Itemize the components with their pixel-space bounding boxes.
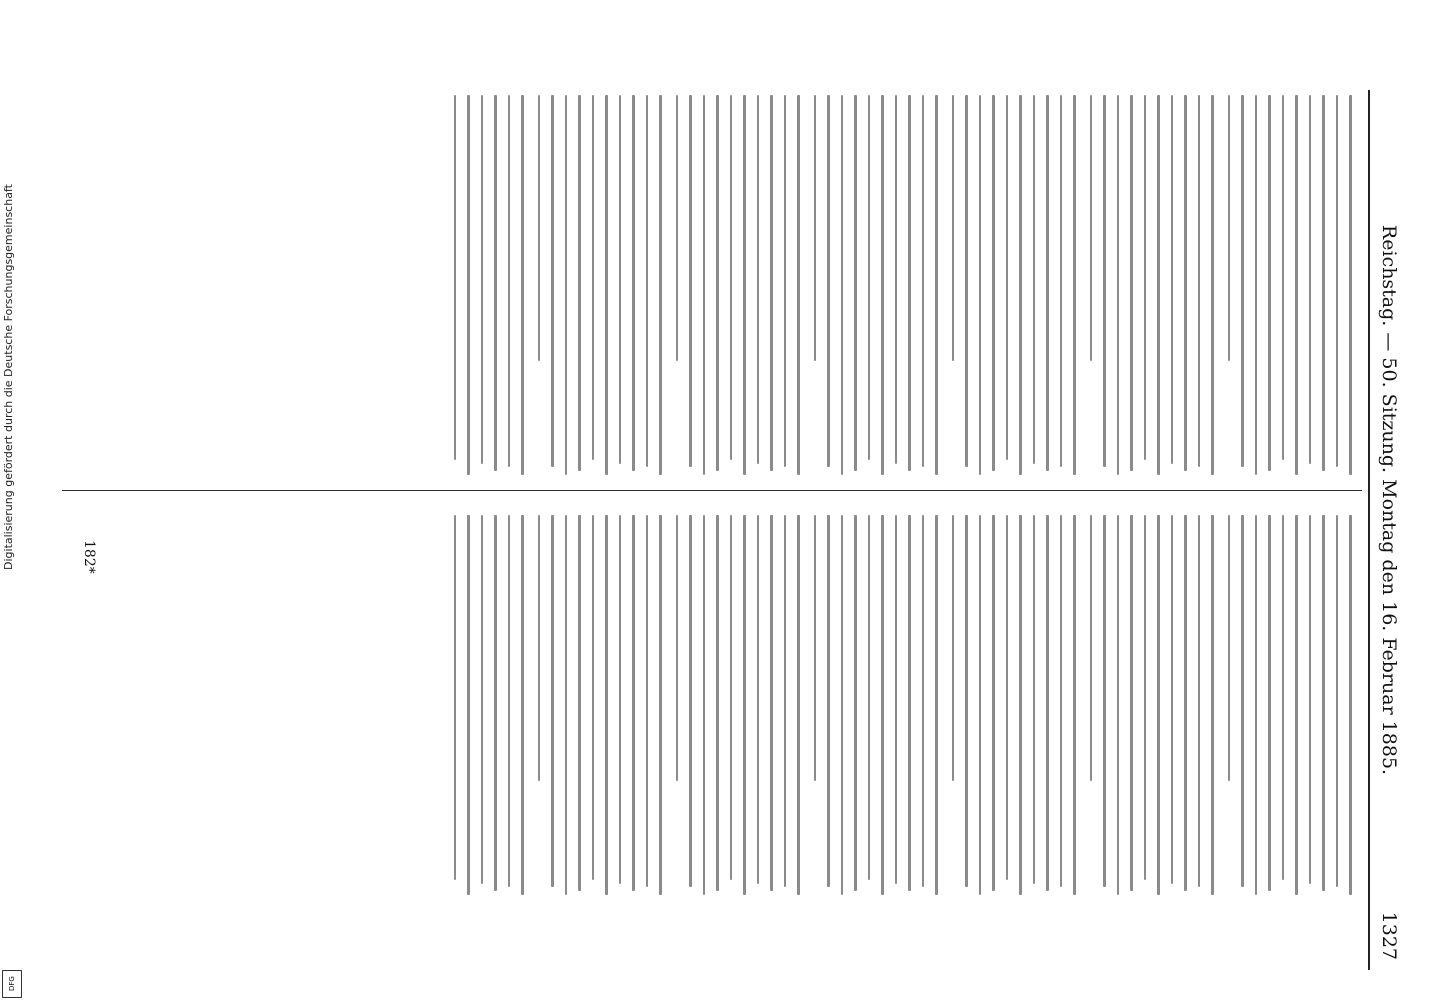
text-line: [538, 95, 541, 361]
text-line: [522, 95, 525, 475]
text-line: [1228, 95, 1231, 361]
text-line: [1336, 515, 1339, 887]
text-line: [798, 515, 801, 895]
text-line: [1350, 95, 1353, 475]
text-line: [1323, 95, 1326, 471]
text-line: [993, 515, 996, 891]
text-line: [1255, 515, 1258, 895]
text-line: [1104, 95, 1107, 467]
text-line: [1350, 515, 1353, 895]
text-line: [565, 95, 568, 475]
text-line: [1282, 95, 1285, 460]
text-line: [660, 95, 663, 475]
text-line: [1309, 95, 1312, 464]
text-line: [1309, 515, 1312, 884]
text-line: [868, 515, 871, 880]
text-line: [633, 515, 636, 891]
text-line: [841, 95, 844, 475]
text-line: [495, 95, 498, 471]
text-line: [1198, 515, 1201, 887]
text-line: [757, 515, 760, 884]
text-line: [1104, 515, 1107, 887]
left-text-column: [92, 95, 1352, 475]
right-text-column: [92, 515, 1352, 895]
text-line: [784, 515, 787, 887]
text-line: [690, 515, 693, 887]
text-line: [1131, 515, 1134, 891]
text-line: [703, 95, 706, 475]
text-line: [646, 515, 649, 887]
text-line: [966, 95, 969, 467]
text-line: [703, 515, 706, 895]
text-line: [1269, 95, 1272, 471]
text-line: [522, 515, 525, 895]
text-line: [481, 95, 484, 464]
text-line: [909, 95, 912, 471]
paragraph: [538, 515, 662, 895]
text-line: [730, 95, 733, 460]
text-line: [814, 515, 817, 781]
text-line: [757, 95, 760, 464]
text-line: [676, 95, 679, 361]
text-line: [717, 515, 720, 891]
text-line: [1117, 515, 1120, 895]
text-line: [646, 95, 649, 467]
text-line: [841, 515, 844, 895]
text-line: [565, 515, 568, 895]
text-line: [1131, 95, 1134, 471]
text-line: [633, 95, 636, 471]
text-line: [606, 95, 609, 475]
text-line: [828, 515, 831, 887]
text-line: [868, 95, 871, 460]
text-line: [690, 95, 693, 467]
text-line: [952, 95, 955, 361]
text-line: [1144, 515, 1147, 880]
text-line: [1336, 95, 1339, 467]
text-line: [1296, 515, 1299, 895]
text-line: [1047, 515, 1050, 891]
text-line: [1269, 515, 1272, 891]
text-line: [1185, 95, 1188, 471]
text-line: [508, 515, 511, 887]
paragraph: [454, 515, 524, 895]
text-line: [936, 95, 939, 475]
signature-mark: 182*: [81, 540, 97, 574]
text-line: [771, 95, 774, 471]
text-line: [922, 515, 925, 887]
text-line: [1296, 95, 1299, 475]
text-line: [909, 515, 912, 891]
dfg-logo: DFG: [2, 970, 22, 998]
text-line: [619, 515, 622, 884]
text-line: [495, 515, 498, 891]
text-line: [1282, 515, 1285, 880]
text-line: [1020, 95, 1023, 475]
text-line: [1228, 515, 1231, 781]
paragraph: [1228, 515, 1352, 895]
text-line: [552, 515, 555, 887]
text-line: [1074, 95, 1077, 475]
text-line: [1171, 95, 1174, 464]
paragraph: [454, 95, 524, 475]
text-line: [468, 515, 471, 895]
text-line: [1255, 95, 1258, 475]
text-line: [481, 515, 484, 884]
text-line: [1090, 515, 1093, 781]
text-line: [552, 95, 555, 467]
text-line: [1060, 95, 1063, 467]
text-line: [771, 515, 774, 891]
text-line: [579, 95, 582, 471]
text-line: [1323, 515, 1326, 891]
text-line: [1047, 95, 1050, 471]
text-line: [1185, 515, 1188, 891]
paragraph: [676, 515, 800, 895]
paragraph: [952, 515, 1076, 895]
text-line: [922, 95, 925, 467]
text-line: [798, 95, 801, 475]
text-line: [1033, 95, 1036, 464]
text-line: [606, 515, 609, 895]
text-line: [855, 95, 858, 471]
text-line: [993, 95, 996, 471]
text-line: [882, 95, 885, 475]
text-line: [660, 515, 663, 895]
text-line: [717, 95, 720, 471]
text-line: [814, 95, 817, 361]
digitization-note: Digitalisierung gefördert durch die Deutsche Forschungsgemeinschaft: [2, 184, 15, 570]
text-line: [619, 95, 622, 464]
text-line: [895, 95, 898, 464]
text-line: [579, 515, 582, 891]
column-separator: [62, 490, 1362, 491]
text-line: [1198, 95, 1201, 467]
text-line: [895, 515, 898, 884]
text-line: [508, 95, 511, 467]
text-line: [592, 515, 595, 880]
text-line: [1006, 95, 1009, 460]
text-line: [1212, 515, 1215, 895]
running-header: Reichstag. — 50. Sitzung. Montag den 16. Februar 1885.: [1378, 224, 1400, 776]
paragraph: [676, 95, 800, 475]
text-line: [1117, 95, 1120, 475]
text-line: [882, 515, 885, 895]
paragraph: [814, 95, 938, 475]
header-rule: [1368, 90, 1370, 970]
text-line: [936, 515, 939, 895]
text-line: [1242, 95, 1245, 467]
page-number: 1327: [1378, 911, 1400, 960]
text-line: [676, 515, 679, 781]
text-line: [784, 95, 787, 467]
text-line: [1006, 515, 1009, 880]
paragraph: [814, 515, 938, 895]
text-line: [1090, 95, 1093, 361]
text-line: [454, 515, 457, 880]
text-line: [744, 515, 747, 895]
text-line: [744, 95, 747, 475]
text-line: [966, 515, 969, 887]
text-line: [979, 515, 982, 895]
text-line: [592, 95, 595, 460]
text-line: [538, 515, 541, 781]
text-line: [1060, 515, 1063, 887]
paragraph: [1090, 515, 1214, 895]
text-line: [1020, 515, 1023, 895]
text-line: [1074, 515, 1077, 895]
text-line: [952, 515, 955, 781]
text-line: [1242, 515, 1245, 887]
text-line: [1171, 515, 1174, 884]
text-line: [454, 95, 457, 460]
text-line: [979, 95, 982, 475]
text-line: [1033, 515, 1036, 884]
text-line: [1144, 95, 1147, 460]
text-line: [1212, 95, 1215, 475]
paragraph: [1228, 95, 1352, 475]
text-line: [468, 95, 471, 475]
paragraph: [538, 95, 662, 475]
paragraph: [1090, 95, 1214, 475]
text-line: [855, 515, 858, 891]
text-line: [1158, 515, 1161, 895]
text-line: [730, 515, 733, 880]
paragraph: [952, 95, 1076, 475]
text-line: [1158, 95, 1161, 475]
text-line: [828, 95, 831, 467]
